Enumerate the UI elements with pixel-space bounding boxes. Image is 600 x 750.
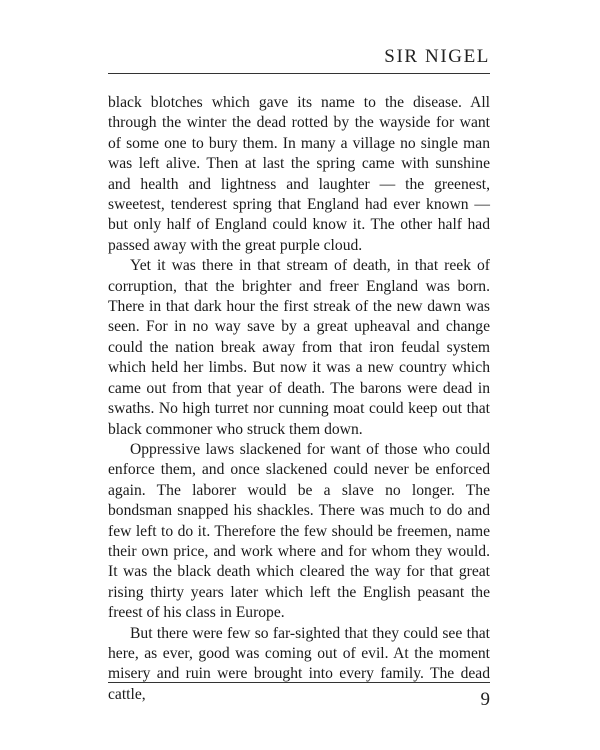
header-rule: [108, 73, 490, 74]
page-number: 9: [480, 689, 490, 710]
running-title: SIR NIGEL: [384, 46, 490, 67]
paragraph-1: black blotches which gave its name to the disease. All through the winter the dead rotted by the wayside for want of some one to bury them. In many a village no single man was left alive. Then at last the spring came with sunshine and health and lightness and laughter — the greenest, sweetest, tenderest spring that England had ever known — but only half of England could know it. The other half had passed away with the great purple cloud.: [108, 94, 490, 254]
paragraph-4: But there were few so far-sighted that they could see that here, as ever, good was coming out of evil. At the moment misery and ruin were brought into every family. The dead cattle,: [108, 624, 490, 703]
paragraph-2: Yet it was there in that stream of death, in that reek of corruption, that the brighter and freer England was born. There in that dark hour the first streak of the new dawn was seen. For in no way save by a great upheaval and change could the nation break away from that iron feudal system which held her limbs. But now it was a new country which came out from that year of death. The barons were dead in swaths. No high turret nor cunning moat could keep out that black commoner who struck them down.: [108, 257, 490, 438]
footer-rule: [108, 682, 490, 683]
paragraph-3: Oppressive laws slackened for want of those who could enforce them, and once slackened could never be enforced again. The laborer would be a slave no longer. The bondsman snapped his shackles. There was much to do and few left to do it. Therefore the few should be freemen, name their own price, and work where and for whom they would. It was the black death which cleared the way for that great rising thirty years later which left the English peasant the freest of his class in Europe.: [108, 440, 490, 622]
page-body: [108, 93, 490, 705]
